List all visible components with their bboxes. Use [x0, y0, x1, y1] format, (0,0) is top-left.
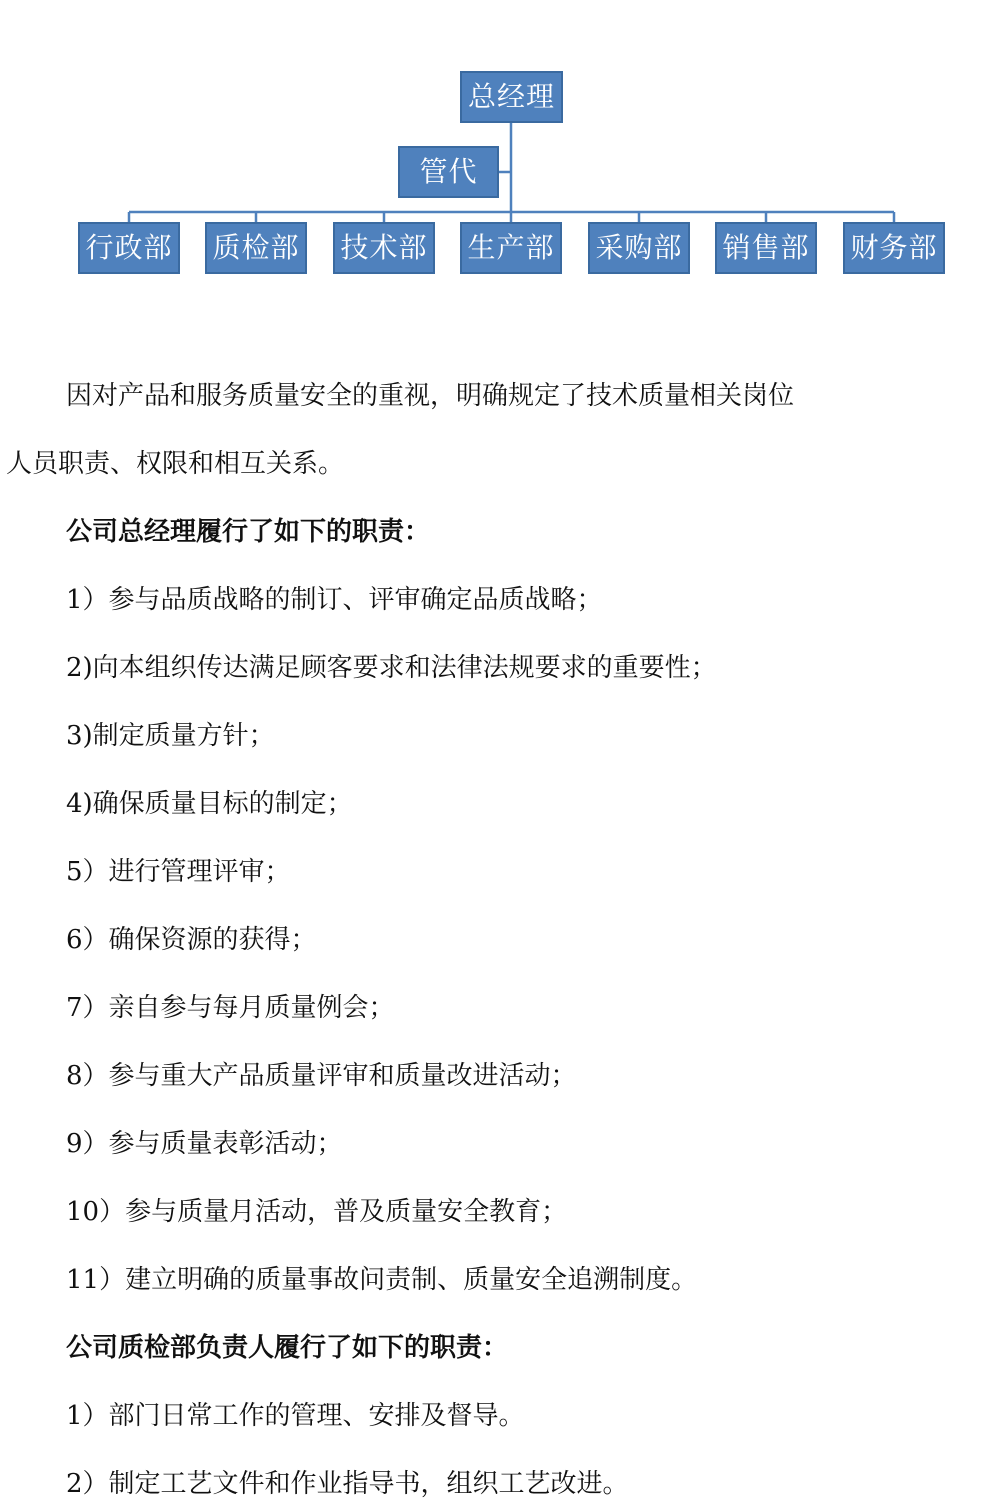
gm-duty-item: 11）建立明确的质量事故问责制、质量安全追溯制度。 — [66, 1265, 698, 1295]
qc-duties-heading: 公司质检部负责人履行了如下的职责： — [66, 1333, 509, 1363]
qc-duty-item: 2）制定工艺文件和作业指导书，组织工艺改进。 — [66, 1469, 629, 1499]
gm-duty-item: 4)确保质量目标的制定； — [66, 789, 353, 819]
gm-duty-item: 1）参与品质战略的制订、评审确定品质战略； — [66, 585, 603, 615]
gm-duty-item: 2)向本组织传达满足顾客要求和法律法规要求的重要性； — [66, 653, 717, 683]
org-node-general-manager: 总经理 — [460, 71, 563, 123]
org-node-purchasing-dept: 采购部 — [588, 222, 690, 274]
org-node-management-representative: 管代 — [398, 146, 499, 198]
org-node-qc-dept: 质检部 — [205, 222, 307, 274]
org-chart — [0, 0, 1000, 290]
gm-duty-item: 10）参与质量月活动，普及质量安全教育； — [66, 1197, 568, 1227]
gm-duties-heading: 公司总经理履行了如下的职责： — [66, 517, 431, 547]
gm-duty-item: 3)制定质量方针； — [66, 721, 275, 751]
gm-duty-item: 6）确保资源的获得； — [66, 925, 317, 955]
org-node-finance-dept: 财务部 — [843, 222, 945, 274]
org-node-sales-dept: 销售部 — [715, 222, 817, 274]
org-node-admin-dept: 行政部 — [78, 222, 180, 274]
qc-duty-item: 1）部门日常工作的管理、安排及督导。 — [66, 1401, 525, 1431]
gm-duty-item: 7）亲自参与每月质量例会； — [66, 993, 395, 1023]
gm-duty-item: 8）参与重大产品质量评审和质量改进活动； — [66, 1061, 577, 1091]
gm-duty-item: 9）参与质量表彰活动； — [66, 1129, 343, 1159]
intro-line-1: 因对产品和服务质量安全的重视，明确规定了技术质量相关岗位 — [66, 381, 795, 411]
org-node-tech-dept: 技术部 — [333, 222, 435, 274]
gm-duty-item: 5）进行管理评审； — [66, 857, 291, 887]
intro-line-2: 人员职责、权限和相互关系。 — [6, 449, 345, 479]
org-node-production-dept: 生产部 — [460, 222, 562, 274]
